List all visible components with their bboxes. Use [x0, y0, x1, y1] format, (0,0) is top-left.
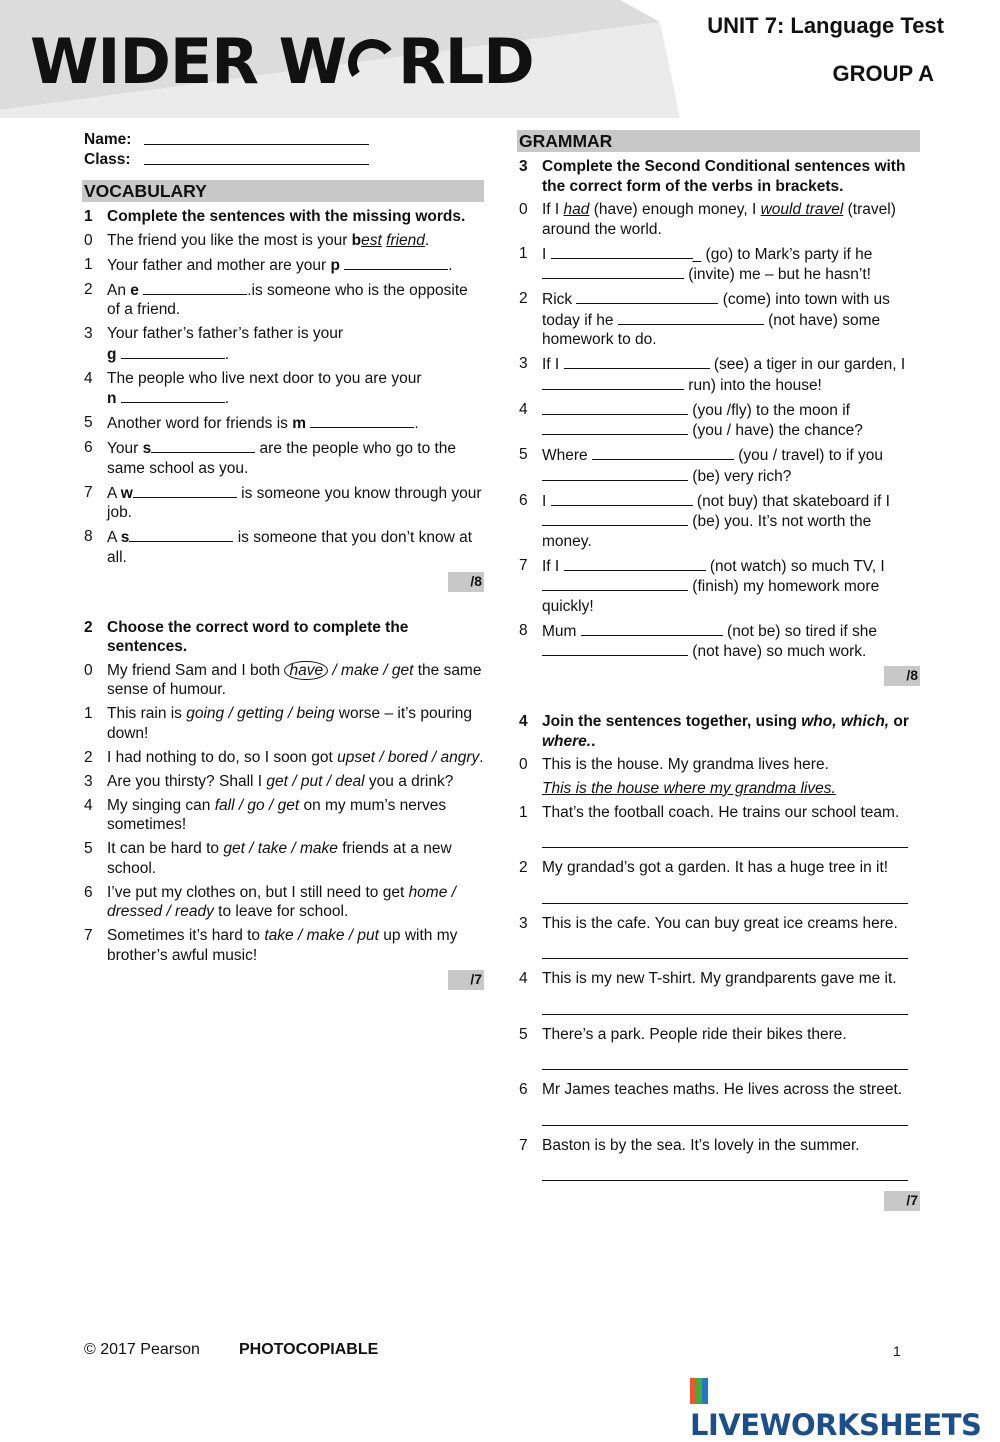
answer-blank[interactable]: [542, 264, 684, 279]
vocab-item: 5 Another word for friends is m .: [84, 414, 419, 432]
join-item: 3 This is the cafe. You can buy great ice creams here.: [519, 914, 898, 932]
page-number: 1: [893, 1343, 901, 1359]
choice-item[interactable]: 7 Sometimes it’s hard to take / make / put up with my brother’s awful music!: [84, 927, 458, 964]
answer-blank[interactable]: [121, 344, 225, 359]
answer-blank[interactable]: [576, 289, 718, 304]
answer-blank[interactable]: [564, 556, 706, 571]
grammar-example: 0 If I had (have) enough money, I would travel (travel) around the world.: [519, 201, 896, 238]
grammar-item: 2 Rick (come) into town with us today if he (not have) some homework to do.: [519, 290, 890, 348]
grammar-item: 5 Where (you / travel) to if you (be) very rich?: [519, 446, 883, 485]
class-field[interactable]: [144, 150, 369, 165]
footer: [84, 1340, 378, 1360]
choice-item[interactable]: 2 I had nothing to do, so I soon got upset / bored / angry.: [84, 748, 484, 766]
task-4-instruction: 4 Join the sentences together, using who, which, or where..: [519, 713, 909, 750]
answer-line[interactable]: [542, 890, 908, 904]
vocab-item: 2 An e .is someone who is the opposite of a friend.: [84, 280, 468, 318]
task-4-score: /7: [517, 1191, 920, 1211]
grammar-heading: GRAMMAR: [517, 130, 920, 152]
answer-blank[interactable]: [542, 641, 688, 656]
task-3-instruction: 3 Complete the Second Conditional sentences with the correct form of the verbs in brackets.: [519, 158, 906, 195]
grammar-item: 6 I (not buy) that skateboard if I (be) you. It’s not worth the money.: [519, 491, 890, 550]
answer-blank[interactable]: [344, 255, 448, 270]
answer-line[interactable]: [542, 1112, 908, 1126]
join-item: 7 Baston is by the sea. It’s lovely in the summer.: [519, 1136, 860, 1154]
answer-blank[interactable]: [564, 354, 710, 369]
vocab-item: 6 Your s are the people who go to the same school as you.: [84, 439, 457, 477]
task-1-instruction: 1 Complete the sentences with the missing words.: [84, 208, 466, 225]
answer-blank[interactable]: [542, 375, 684, 390]
answer-blank[interactable]: [542, 466, 688, 481]
answer-line[interactable]: [542, 1001, 908, 1015]
vocab-item: 3 Your father’s father’s father is your g .: [84, 325, 344, 363]
group-label: GROUP A: [832, 61, 934, 86]
join-example: 0 This is the house. My grandma lives here. This is the house where my grandma lives.: [519, 756, 836, 797]
vocabulary-heading: VOCABULARY: [82, 180, 484, 202]
right-column: [517, 130, 920, 1211]
copyright: © 2017 Pearson: [84, 1341, 200, 1358]
answer-blank[interactable]: [542, 400, 688, 415]
answer-blank[interactable]: [581, 621, 723, 636]
choice-item[interactable]: 1 This rain is going / getting / being worse – it’s pouring down!: [84, 705, 473, 742]
answer-blank[interactable]: [129, 527, 233, 542]
live-blocks-icon: [690, 1378, 708, 1404]
vocab-item: 4 The people who live next door to you are your n .: [84, 369, 422, 407]
join-item: 5 There’s a park. People ride their bikes there.: [519, 1025, 847, 1043]
task-1-score: /8: [82, 572, 484, 592]
logo-ring-icon: [344, 35, 400, 91]
class-label: Class:: [84, 151, 131, 168]
choice-item[interactable]: 3 Are you thirsty? Shall I get / put / deal you a drink?: [84, 772, 454, 790]
left-column: [82, 130, 484, 990]
task-3-score: /8: [517, 666, 920, 686]
answer-blank[interactable]: [310, 413, 414, 428]
join-item: 2 My grandad’s got a garden. It has a huge tree in it!: [519, 859, 889, 876]
vocab-item: 1 Your father and mother are your p .: [84, 255, 453, 274]
answer-line[interactable]: [542, 945, 908, 959]
vocab-item: 8 A s is someone that you don’t know at all.: [84, 528, 473, 566]
join-item: 6 Mr James teaches maths. He lives across the street.: [519, 1081, 903, 1098]
answer-blank[interactable]: [551, 244, 693, 259]
grammar-item: 4 (you /fly) to the moon if (you / have) the chance?: [519, 400, 863, 439]
answer-blank[interactable]: [551, 491, 693, 506]
grammar-item: 7 If I (not watch) so much TV, I (finish) my homework more quickly!: [519, 556, 885, 615]
answer-blank[interactable]: [592, 445, 734, 460]
answer-line[interactable]: [542, 834, 908, 848]
answer-blank[interactable]: [542, 420, 688, 435]
name-field[interactable]: [144, 130, 369, 145]
join-item: 1 That’s the football coach. He trains our school team.: [519, 803, 900, 821]
answer-blank[interactable]: [121, 388, 225, 403]
vocab-item: 0 The friend you like the most is your best friend.: [84, 231, 430, 249]
name-label: Name:: [84, 131, 132, 148]
choice-item[interactable]: 5 It can be hard to get / take / make friends at a new school.: [84, 840, 452, 877]
choice-item[interactable]: 4 My singing can fall / go / get on my mum’s nerves sometimes!: [84, 796, 447, 833]
unit-title: UNIT 7: Language Test: [707, 13, 944, 38]
task-2-score: /7: [82, 970, 484, 990]
student-info: [82, 130, 484, 170]
grammar-item: 1 I _ (go) to Mark’s party if he (invite) me – but he hasn’t!: [519, 244, 873, 283]
answer-blank[interactable]: [151, 438, 255, 453]
answer-blank[interactable]: [542, 576, 688, 591]
wider-world-logo: WIDER W RLD: [30, 25, 534, 98]
circled-answer: have: [284, 661, 328, 680]
answer-blank[interactable]: [143, 280, 247, 295]
choice-item[interactable]: 6 I’ve put my clothes on, but I still need to get home / dressed / ready to leave for school.: [84, 883, 456, 920]
join-item: 4 This is my new T-shirt. My grandparents gave me it.: [519, 970, 897, 987]
answer-blank[interactable]: [542, 511, 688, 526]
choice-item: 0 My friend Sam and I both have / make / get the same sense of humour.: [84, 661, 482, 698]
vocab-item: 7 A w is someone you know through your job.: [84, 483, 482, 521]
grammar-item: 3 If I (see) a tiger in our garden, I run) into the house!: [519, 355, 906, 394]
task-2-instruction: 2 Choose the correct word to complete the sentences.: [84, 618, 409, 655]
answer-blank[interactable]: [618, 310, 764, 325]
grammar-item: 8 Mum (not be) so tired if she (not have) so much work.: [519, 621, 877, 660]
liveworksheets-logo: LIVEWORKSHEETS: [690, 1374, 1000, 1442]
answer-blank[interactable]: [133, 483, 237, 498]
photocopiable-label: PHOTOCOPIABLE: [239, 1341, 379, 1358]
answer-line[interactable]: [542, 1056, 908, 1070]
answer-line[interactable]: [542, 1167, 908, 1181]
